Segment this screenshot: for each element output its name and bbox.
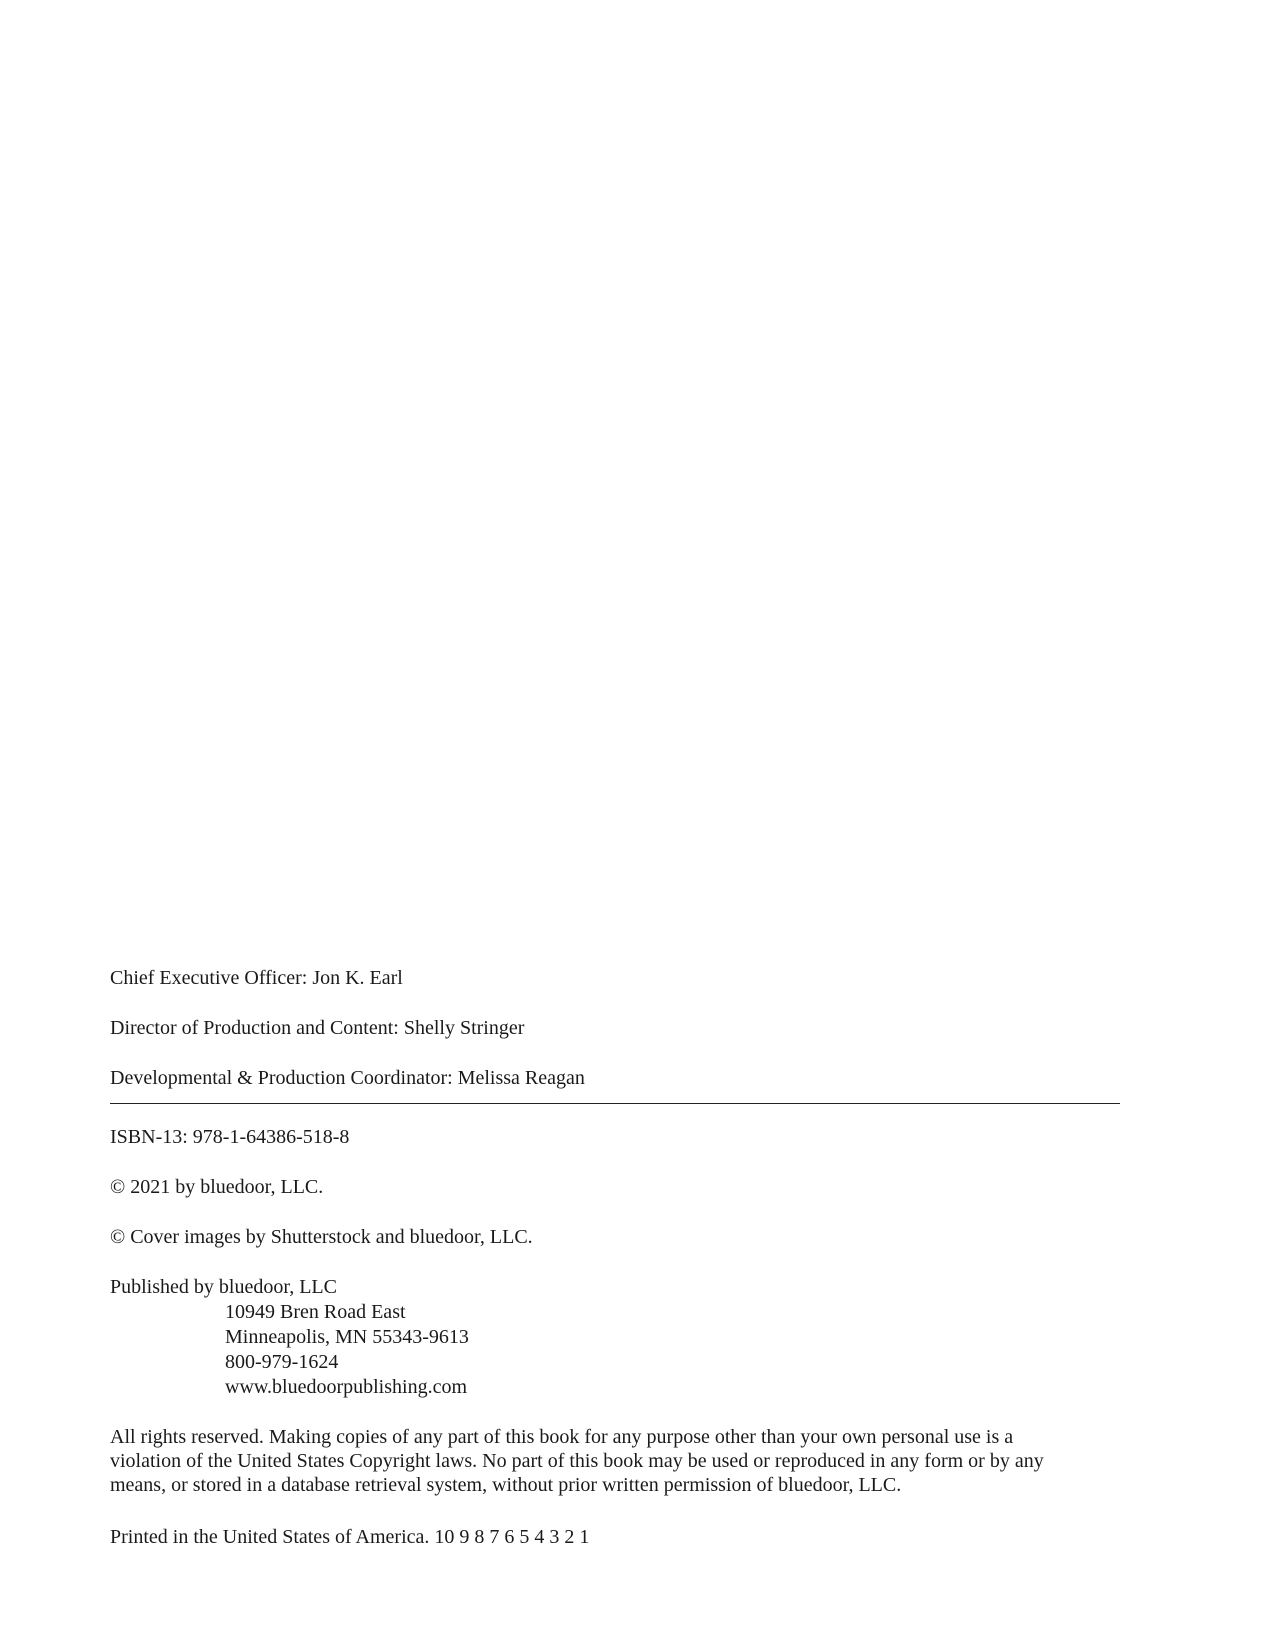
director-credit: Director of Production and Content: Shelly Stringer (110, 1017, 525, 1039)
coordinator-credit: Developmental & Production Coordinator: Melissa Reagan (110, 1067, 585, 1089)
rights-line-3: means, or stored in a database retrieval system, without prior written permission of bluedoor, LLC. (110, 1474, 902, 1496)
cover-credit-line: © Cover images by Shutterstock and bluedoor, LLC. (110, 1226, 533, 1248)
rights-line-1: All rights reserved. Making copies of any part of this book for any purpose other than your own personal use is a (110, 1426, 1014, 1448)
divider-rule (110, 1103, 1120, 1104)
publisher-city: Minneapolis, MN 55343-9613 (225, 1326, 469, 1348)
publisher-website: www.bluedoorpublishing.com (225, 1376, 468, 1398)
publisher-label: Published by bluedoor, LLC (110, 1276, 337, 1298)
rights-paragraph (110, 1425, 1160, 1497)
ceo-credit: Chief Executive Officer: Jon K. Earl (110, 967, 403, 989)
rights-line-2: violation of the United States Copyright laws. No part of this book may be used or reproduced in any form or by any (110, 1450, 1044, 1472)
isbn-line: ISBN-13: 978-1-64386-518-8 (110, 1126, 350, 1148)
publisher-phone: 800-979-1624 (225, 1351, 339, 1373)
copyright-line: © 2021 by bluedoor, LLC. (110, 1176, 324, 1198)
publisher-street: 10949 Bren Road East (225, 1301, 406, 1323)
printed-line: Printed in the United States of America. 10 9 8 7 6 5 4 3 2 1 (110, 1526, 590, 1548)
